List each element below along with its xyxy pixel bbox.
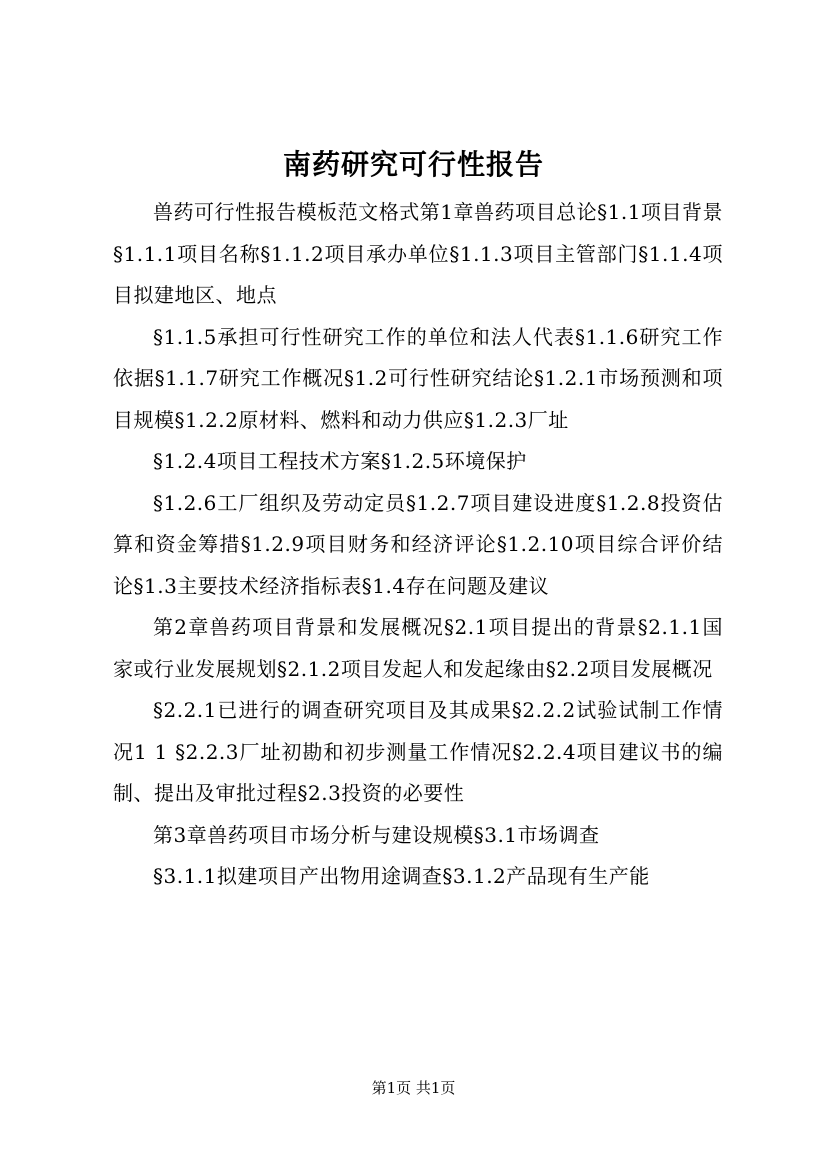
paragraph: 兽药可行性报告模板范文格式第1章兽药项目总论§1.1项目背景§1.1.1项目名称§1.1.2项目承办单位§1.1.3项目主管部门§1.1.4项目拟建地区、地点 [113,200,723,307]
page-footer [0,1078,827,1098]
document-title: 南药研究可行性报告 [282,148,544,181]
paragraph: §1.2.6工厂组织及劳动定员§1.2.7项目建设进度§1.2.8投资估算和资金筹措§1.2.9项目财务和经济评论§1.2.10项目综合评价结论§1.3主要技术经济指标表§1.4存在问题及建议 [113,490,723,598]
paragraph: §1.1.5承担可行性研究工作的单位和法人代表§1.1.6研究工作依据§1.1.7研究工作概况§1.2可行性研究结论§1.2.1市场预测和项目规模§1.2.2原材料、燃料和动力供应§1.2.3厂址 [113,324,723,432]
document-body [113,192,723,898]
paragraph: §1.2.4项目工程技术方案§1.2.5环境保护 [153,449,527,473]
paragraph: §2.2.1已进行的调查研究项目及其成果§2.2.2试验试制工作情况1 1 §2.2.3厂址初勘和初步测量工作情况§2.2.4项目建议书的编制、提出及审批过程§2.3投资的必要性 [113,698,723,805]
paragraph: §3.1.1拟建项目产出物用途调查§3.1.2产品现有生产能 [153,864,650,888]
paragraph: 第2章兽药项目背景和发展概况§2.1项目提出的背景§2.1.1国家或行业发展规划§2.1.2项目发起人和发起缘由§2.2项目发展概况 [113,615,723,681]
page-number: 第1页 共1页 [371,1079,456,1097]
paragraph: 第3章兽药项目市场分析与建设规模§3.1市场调查 [153,822,600,847]
